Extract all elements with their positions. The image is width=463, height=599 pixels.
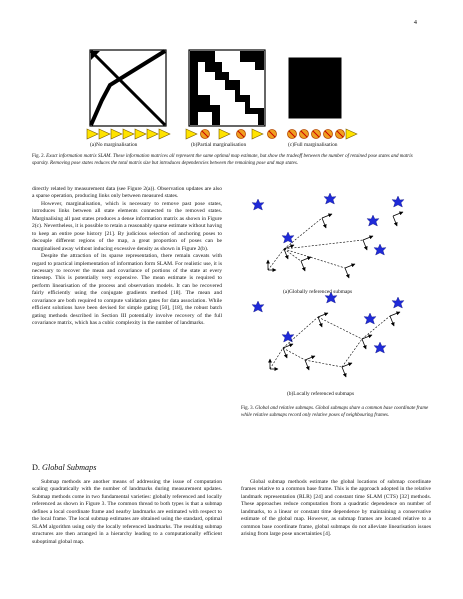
figure-3b-label: (b)Locally referenced submaps xyxy=(287,391,355,397)
matrix-a xyxy=(90,50,166,126)
paragraph-1: directly related by measurement data (see Figure 2(a)). Observation updates are also a sparse operation, producing links only between measured states. xyxy=(32,186,222,200)
figure-2-caption-text: Exact information matrix SLAM. These information matrices all represent the same optimal map estimate, but show the tradeoff between the number of retained pose states and matrix sparsity. Removing pose states reduces the total matrix size but introduces dependencies between the remaining pose and map states. xyxy=(32,154,413,166)
paragraph-3: Despite the attraction of its sparse representation, there remain caveats with regard to practical implementation of information form SLAM. For realistic use, it is necessary to recover the mean and covariance of portions of the state at every timestep. This is potentially very expensive. The mean estimate is required to perform linearisation of the process and observation models. It can be recovered fairly efficiently using the conjugate gradients method [18]. The mean and covariance are both required to compute validation gates for data association. While efficient solutions have been devised for simple gating [50], [18], the robust batch gating methods described in Section III potentially involve recovery of the full covariance matrix, which has a cubic complexity in the number of landmarks. xyxy=(32,253,222,327)
figure-2-caption xyxy=(32,154,430,167)
figure-2b-label: (b)Partial marginalisation xyxy=(191,142,247,148)
submap-diagram-b xyxy=(252,292,404,377)
figure-2-caption-label: Fig. 2. xyxy=(32,154,45,159)
pose-chain-a xyxy=(87,129,170,139)
figure-3-caption-text: Global and relative submaps. Global submaps share a common base coordinate frame while relative submaps record only relative poses of neighbouring frames. xyxy=(241,406,429,418)
matrix-b xyxy=(189,50,265,126)
pose-chain-b xyxy=(186,129,277,139)
paragraph-submaps: Submap methods are another means of addressing the issue of computation scaling quadratically with the number of landmarks during measurement updates. Submap methods come in two fundamental varieties: globally referenced and locally referenced as shown in Figure 3. The common thread to both types is that a submap defines a local coordinate frame and nearby landmarks are estimated with respect to the local frame. The local submap estimates are obtained using the standard, optimal SLAM algorithm using only the locally referenced landmarks. The resulting submap structures are then arranged in a hierarchy leading to a computationally efficient suboptimal global map. xyxy=(32,479,222,545)
matrix-c xyxy=(289,58,341,118)
section-heading xyxy=(32,463,96,472)
section-title: Global Submaps xyxy=(42,463,97,472)
figure-2-graphic xyxy=(0,0,463,200)
pose-chain-c xyxy=(288,129,358,139)
figure-3-caption-label: Fig. 3. xyxy=(241,406,254,411)
figure-2a-label: (a)No marginalisation xyxy=(90,142,138,148)
section-letter: D. xyxy=(32,463,40,472)
figure-3a-label: (a)Globally referenced submaps xyxy=(283,289,353,295)
right-column xyxy=(241,479,431,539)
left-column xyxy=(32,186,222,328)
paragraph-2: However, marginalisation, which is necessary to remove past pose states, introduces links between all state elements connected to the removed states. Marginalising all past states produces a dense information matrix as shown in Figure 2(c). Nevertheless, it is possible to retain a reasonably sparse estimate without having to keep an entire pose history [21]. By judicious selection of anchoring poses to decouple different regions of the map, a great proportion of poses can be marginalised away without inducing excessive density as shown in Figure 2(b). xyxy=(32,200,222,252)
paragraph-global-submaps: Global submap methods estimate the global locations of submap coordinate frames relative to a common base frame. This is the approach adopted in the relative landmark representation (RLR) [24] and constant time SLAM (CTS) [32] methods. These approaches reduce computation from a quadratic dependence on number of landmarks, to a linear or constant time dependence by maintaining a conservative estimate of the global map. However, as submap frames are located relative to a common base coordinate frame, global submaps do not alleviate linearisation issues arising from large pose uncertainties [4]. xyxy=(241,479,431,538)
page-number: 4 xyxy=(413,19,417,26)
figure-3-caption xyxy=(241,406,431,419)
figure-2c-label: (c)Full marginalisation xyxy=(288,142,338,148)
submap-diagram-a xyxy=(252,193,404,278)
left-column-submaps xyxy=(32,479,222,546)
